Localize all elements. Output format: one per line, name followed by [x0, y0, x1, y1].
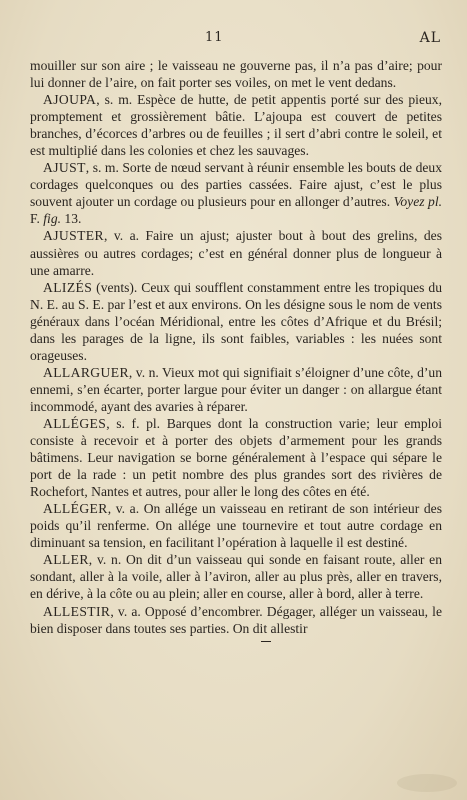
page-number: 11 [205, 30, 224, 45]
plate-reference: Voyez pl. [393, 194, 442, 210]
entry-aller [30, 551, 442, 602]
definition: , v. a. Faire un ajust; ajuster bout à bout des grelins, des aussières ou autres cordages; c’est en général donner plus de longueur à une amarre. [30, 228, 442, 278]
definition: , s. f. pl. Barques dont la construction varie; leur emploi consiste à recevoir et à porter des objets d’armement pour les grands bâtimens. Leur navigation se borne généralement à l’espace qui sépare le port de la rade : un petit nombre des plus grandes sort des rivières de Rochefort, Nantes et autres, pour aller le long des côtes en été. [30, 415, 442, 500]
definition: (vents). Ceux qui soufflent constamment entre les tropiques du N. E. au S. E. par l’est et aux environs. On les désigne sous le nom de vents généraux dans l’océan Méridional, entre les côtes d’Afrique et du Brésil; dans les parages de la ligne, ils sont faibles, variables : les nuées sont orageuses. [30, 279, 442, 363]
definition: , v. n. Vieux mot qui signifiait s’éloigner d’une côte, d’un ennemi, s’en écarter, porter largue pour éviter un danger : on allargue étant incommodé, ayant des avaries à réparer. [30, 364, 442, 414]
running-head: AL [419, 30, 441, 46]
headword: ALLARGUER [43, 364, 129, 380]
headword: ALLER [43, 552, 89, 568]
entry-allarguer [30, 364, 442, 415]
entry-alleger [30, 500, 442, 551]
definition: , s. m. Espèce de hutte, de petit appentis porté sur des pieux, promptement et grossièrement bâtie. L’ajoupa est couvert de petites branches, d’écorces d’arbres ou de feuilles ; il sert d’abri contre le soleil, et est multiplié dans les colonies et chez les sauvages. [30, 92, 442, 159]
entry-ajoupa [30, 91, 442, 159]
headword: ALLESTIR [43, 603, 111, 619]
definition: , v. a. On allége un vaisseau en retirant de son intérieur des poids qu’il renferme. On allége une tournevire et tout autre cordage en diminuant sa tension, en facilitant l’opération à laquelle il est destiné. [30, 501, 442, 551]
paper-stain [397, 774, 457, 792]
definition: , s. m. Sorte de nœud servant à réunir ensemble les bouts de deux cordages quelconques ou des parties cassées. Faire ajust, c’est le plus souvent ajouter un cordage ou plusieurs pour en allonger d’autres. [30, 160, 442, 210]
figure-number: 13. [61, 211, 82, 227]
headword: AJOUPA [43, 92, 97, 108]
definition: , v. a. Opposé d’encombrer. Dégager, alléger un vaisseau, le bien disposer dans toutes ses parties. On dit allestir [30, 603, 442, 636]
headword: ALLÉGER [43, 501, 108, 517]
headword: AJUST [43, 160, 86, 176]
entry-allestir [30, 603, 442, 637]
entry-ajust [30, 159, 442, 227]
definition: , v. n. On dit d’un vaisseau qui sonde en faisant route, aller en sondant, aller à la voile, aller à l’aviron, aller au plus près, aller en travers, en dérive, à la côte ou au plein; aller en course, aller à bord, aller à terre. [30, 552, 442, 602]
continuation-paragraph: mouiller sur son aire ; le vaisseau ne gouverne pas, il n’a pas d’aire; pour lui donner de l’aire, on fait porter ses voiles, on met le vent dedans. [30, 58, 442, 91]
headword: ALIZÉS [43, 279, 93, 295]
entry-ajuster [30, 227, 442, 278]
headword: ALLÉGES [43, 415, 107, 431]
headword: AJUSTER [43, 228, 104, 244]
page-header [0, 30, 467, 50]
entry-alleges [30, 415, 442, 500]
figure-reference: fig. [43, 211, 62, 227]
entry-alizes [30, 279, 442, 364]
dictionary-text [30, 57, 442, 642]
plate-reference-letter: F. [30, 211, 44, 227]
catchword-rule [261, 641, 271, 642]
